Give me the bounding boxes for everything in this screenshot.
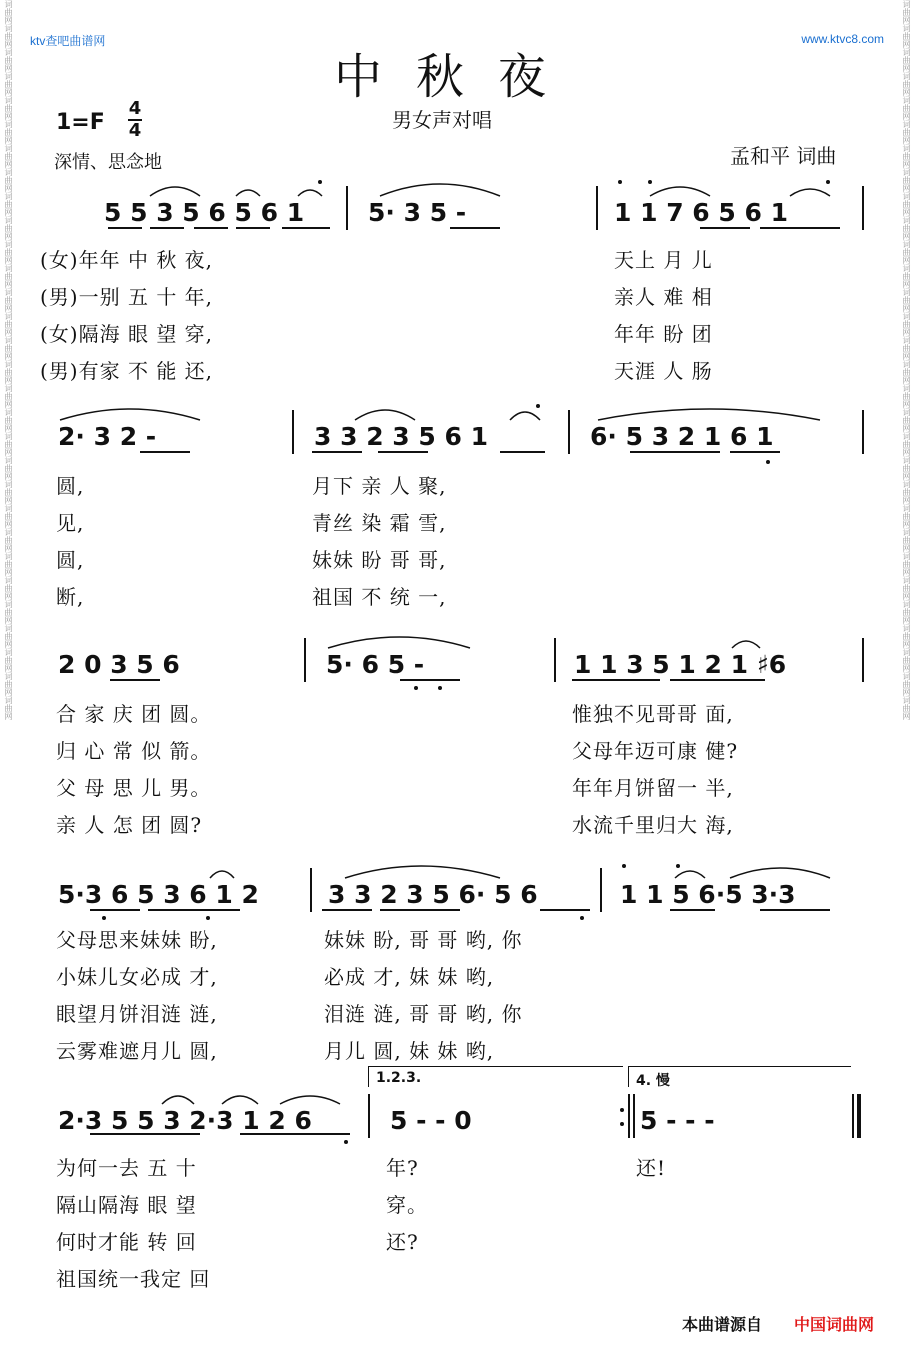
system1-measure2: 5· 3 5 - — [368, 198, 467, 227]
time-bottom: 4 — [128, 120, 142, 141]
system2-lyric-right-1: 月下 亲 人 聚, — [312, 474, 447, 498]
system4-lyric-right-3: 泪涟 涟, 哥 哥 哟, 你 — [324, 1002, 523, 1026]
system5-measure1: 2·3 5 5 3 2·3 1 2 6 — [58, 1106, 312, 1135]
system2-lyric-right-4: 祖国 不 统 一, — [312, 585, 447, 609]
system1-lyric-1: (女)年年 中 秋 夜, — [40, 248, 214, 272]
barline — [368, 1094, 370, 1138]
system3-measure3: 1 1 3 5 1 2 1 ♯6 — [574, 650, 787, 679]
volta-first-label: 1.2.3. — [376, 1070, 422, 1086]
repeat-barline-thin — [633, 1094, 635, 1138]
system2-measure3: 6· 5 3 2 1 6 1 — [590, 422, 774, 451]
key-signature: 1=F — [56, 110, 105, 135]
system1-lyric-right-4: 天涯 人 肠 — [614, 359, 713, 383]
system5-lyric-right-1: 年? — [386, 1156, 419, 1180]
site-link-left[interactable]: ktv查吧曲谱网 — [30, 34, 106, 48]
system4-lyric-2: 小妹儿女必成 才, — [56, 965, 218, 989]
system1-measure3: 1 1 7 6 5 6 1 — [614, 198, 788, 227]
system4-measure3: 1 1 5 6·5 3·3 — [620, 880, 796, 909]
system3-lyric-right-3: 年年月饼留一 半, — [572, 776, 734, 800]
system3-lyric-right-2: 父母年迈可康 健? — [572, 739, 739, 763]
subtitle: 男女声对唱 — [392, 108, 492, 132]
system1-lyric-2: (男)一别 五 十 年, — [40, 285, 214, 309]
time-top: 4 — [128, 98, 142, 119]
side-watermark-left: 词曲网词曲网词曲网词曲网词曲网词曲网词曲网词曲网词曲网词曲网词曲网词曲网词曲网词曲网词曲网词曲网词曲网词曲网词曲网词曲网词曲网词曲网词曲网词曲网词曲网词曲网词曲网词曲网词曲网词曲网 — [4, 0, 13, 720]
system4-lyric-1: 父母思来妹妹 盼, — [56, 928, 218, 952]
system1-lyric-right-3: 年年 盼 团 — [614, 322, 713, 346]
barline — [310, 868, 312, 912]
system3-measure2: 5· 6 5 - — [326, 650, 425, 679]
system1-lyric-right-1: 天上 月 儿 — [614, 248, 713, 272]
barline — [862, 186, 864, 230]
system4-lyric-3: 眼望月饼泪涟 涟, — [56, 1002, 218, 1026]
barline — [596, 186, 598, 230]
barline — [568, 410, 570, 454]
system4-lyric-right-2: 必成 才, 妹 妹 哟, — [324, 965, 495, 989]
barline — [862, 638, 864, 682]
system4-lyric-4: 云雾难遮月儿 圆, — [56, 1039, 218, 1063]
system4-measure2: 3 3 2 3 5 6· 5 6 — [328, 880, 538, 909]
system3-lyric-1: 合 家 庆 团 圆。 — [56, 702, 212, 726]
system2-lyric-4: 断, — [56, 585, 85, 609]
system1-measure1: 5 5 3 5 6 5 6 1 — [104, 198, 305, 227]
system1-lyric-right-2: 亲人 难 相 — [614, 285, 713, 309]
system2-lyric-3: 圆, — [56, 548, 85, 572]
system3-lyric-2: 归 心 常 似 箭。 — [56, 739, 212, 763]
system5-lyric-2: 隔山隔海 眼 望 — [56, 1193, 197, 1217]
repeat-barline — [628, 1094, 630, 1138]
system4-lyric-right-1: 妹妹 盼, 哥 哥 哟, 你 — [324, 928, 523, 952]
system2-measure2: 3 3 2 3 5 6 1 — [314, 422, 488, 451]
system2-lyric-2: 见, — [56, 511, 85, 535]
system1-lyric-3: (女)隔海 眼 望 穿, — [40, 322, 214, 346]
system4-measure1: 5·3 6 5 3 6 1 2 — [58, 880, 259, 909]
final-barline-thin — [852, 1094, 854, 1138]
page-title: 中秋夜 — [333, 49, 580, 105]
footer-source-site[interactable]: 中国词曲网 — [794, 1317, 875, 1334]
system5-measure2: 5 - - 0 — [390, 1106, 472, 1135]
system2-lyric-right-2: 青丝 染 霜 雪, — [312, 511, 447, 535]
barline — [862, 410, 864, 454]
system4-lyric-right-4: 月儿 圆, 妹 妹 哟, — [324, 1039, 495, 1063]
system1-lyric-4: (男)有家 不 能 还, — [40, 359, 214, 383]
system5-measure3: 5 - - - — [640, 1106, 715, 1135]
system2-lyric-right-3: 妹妹 盼 哥 哥, — [312, 548, 447, 572]
tempo-mood: 深情、思念地 — [54, 152, 162, 173]
footer-source-label: 本曲谱源自 — [682, 1317, 763, 1334]
system2-measure1: 2· 3 2 - — [58, 422, 157, 451]
system5-lyric-right-3: 还? — [386, 1230, 419, 1254]
barline — [304, 638, 306, 682]
author: 孟和平 词曲 — [730, 144, 837, 168]
system3-measure1: 2 0 3 5 6 — [58, 650, 180, 679]
system5-lyric-3: 何时才能 转 回 — [56, 1230, 197, 1254]
system3-lyric-3: 父 母 思 儿 男。 — [56, 776, 212, 800]
system3-lyric-4: 亲 人 怎 团 圆? — [56, 813, 203, 837]
barline — [292, 410, 294, 454]
system5-lyric-right-2: 穿。 — [386, 1193, 428, 1217]
system3-lyric-right-1: 惟独不见哥哥 面, — [572, 702, 734, 726]
system3-lyric-right-4: 水流千里归大 海, — [572, 813, 734, 837]
system5-lyric-4: 祖国统一我定 回 — [56, 1267, 211, 1291]
side-watermark-right: 词曲网词曲网词曲网词曲网词曲网词曲网词曲网词曲网词曲网词曲网词曲网词曲网词曲网词曲网词曲网词曲网词曲网词曲网词曲网词曲网词曲网词曲网词曲网词曲网词曲网词曲网词曲网词曲网词曲网词曲网 — [902, 0, 911, 720]
system5-lyric-1: 为何一去 五 十 — [56, 1156, 197, 1180]
final-barline-thick — [857, 1094, 861, 1138]
barline — [600, 868, 602, 912]
barline — [346, 186, 348, 230]
system5-lyric-end: 还! — [636, 1156, 667, 1180]
volta-second-label: 4. 慢 — [636, 1073, 670, 1089]
site-link-right[interactable]: www.ktvc8.com — [801, 32, 884, 46]
barline — [554, 638, 556, 682]
system2-lyric-1: 圆, — [56, 474, 85, 498]
